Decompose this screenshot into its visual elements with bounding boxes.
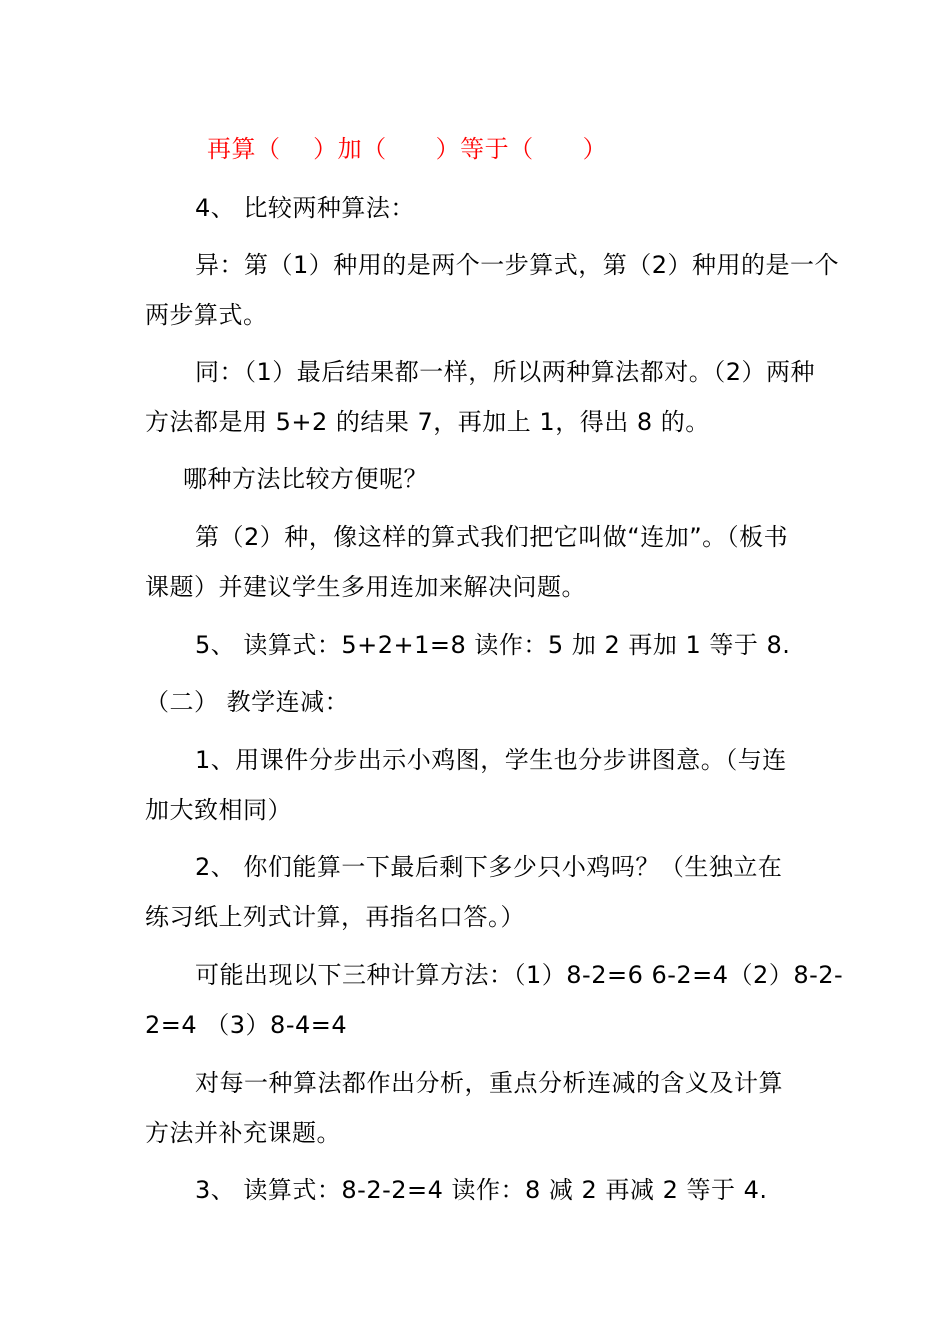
subtraction-step-1-line-2: 加大致相同） xyxy=(145,796,292,824)
step-5-line: 5、 读算式：5+2+1=8 读作：5 加 2 再加 1 等于 8. xyxy=(195,631,791,659)
section-2-heading: （二） 教学连减： xyxy=(145,688,350,716)
subtraction-step-1-line-1: 1、用课件分步出示小鸡图，学生也分步讲图意。（与连 xyxy=(195,746,787,774)
difference-line-2: 两步算式。 xyxy=(145,301,268,329)
step-4-heading: 4、 比较两种算法： xyxy=(195,194,415,222)
answer-line-2: 课题）并建议学生多用连加来解决问题。 xyxy=(145,573,586,601)
answer-line-1: 第（2）种，像这样的算式我们把它叫做“连加”。（板书 xyxy=(195,523,789,551)
methods-line-1: 可能出现以下三种计算方法：（1）8-2=6 6-2=4（2）8-2- xyxy=(195,961,844,989)
subtraction-step-2-line-1: 2、 你们能算一下最后剩下多少只小鸡吗？（生独立在 xyxy=(195,853,783,881)
similarity-line-1: 同：（1）最后结果都一样，所以两种算法都对。（2）两种 xyxy=(195,358,816,386)
similarity-line-2: 方法都是用 5+2 的结果 7，再加上 1，得出 8 的。 xyxy=(145,408,710,436)
fill-in-line: 再算（ ）加（ ）等于（ ） xyxy=(207,135,608,163)
question-line: 哪种方法比较方便呢？ xyxy=(183,465,428,493)
methods-line-2: 2=4 （3）8-4=4 xyxy=(145,1011,348,1039)
analysis-line-1: 对每一种算法都作出分析，重点分析连减的含义及计算 xyxy=(195,1069,783,1097)
subtraction-step-3-line: 3、 读算式：8-2-2=4 读作：8 减 2 再减 2 等于 4. xyxy=(195,1176,768,1204)
difference-line-1: 异：第（1）种用的是两个一步算式，第（2）种用的是一个 xyxy=(195,251,840,279)
subtraction-step-2-line-2: 练习纸上列式计算，再指名口答。） xyxy=(145,903,525,931)
analysis-line-2: 方法并补充课题。 xyxy=(145,1119,341,1147)
